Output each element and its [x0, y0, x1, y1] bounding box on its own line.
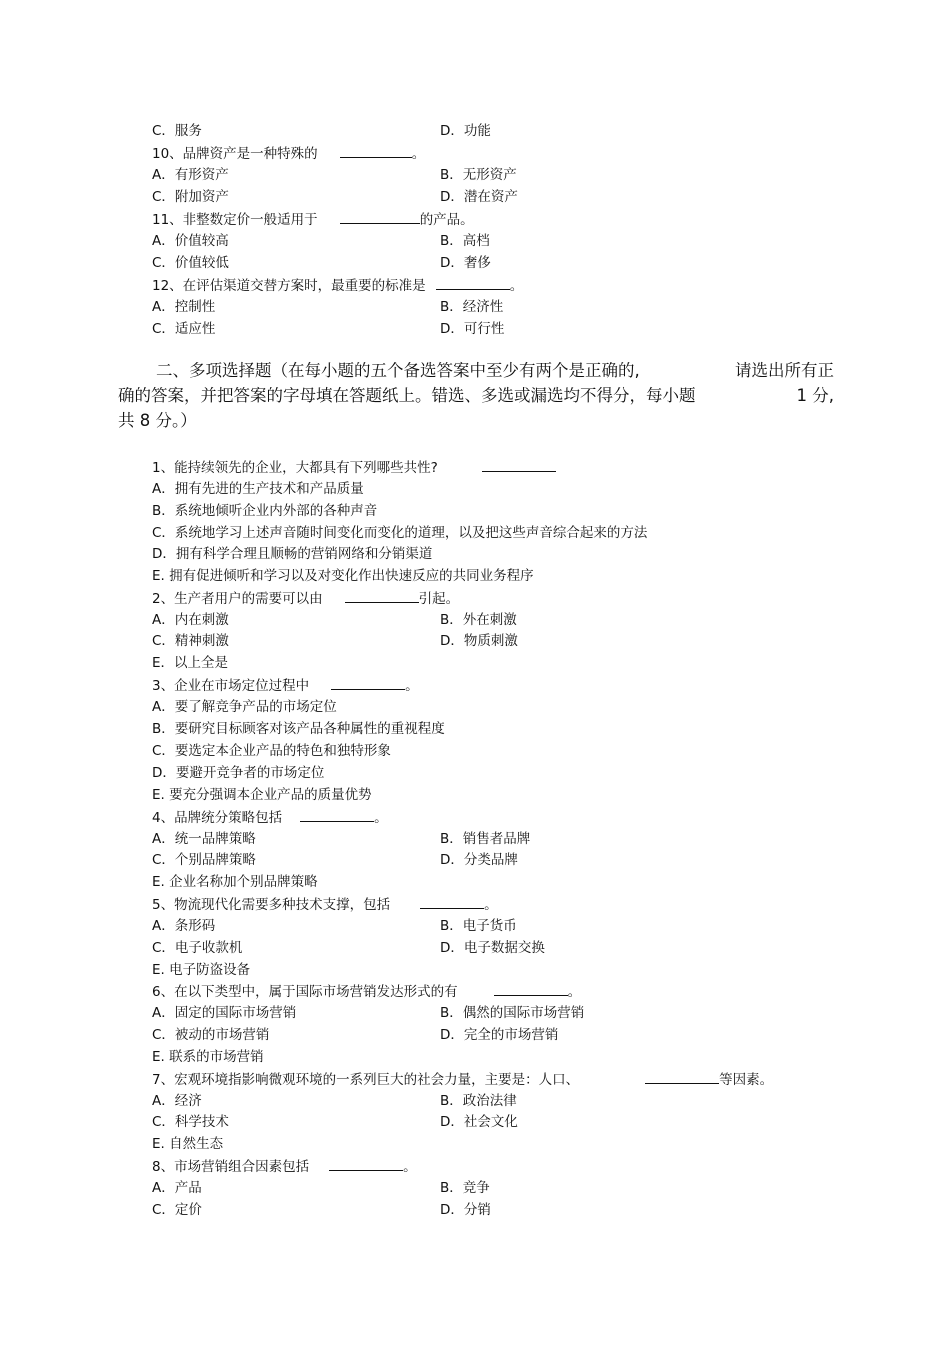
mq6-option-c: C．被动的市场营销	[152, 1027, 270, 1043]
mq6-option-d: D．完全的市场营销	[440, 1027, 559, 1043]
section2-heading-line1: 二、多项选择题（在每小题的五个备选答案中至少有两个是正确的, 请选出所有正	[156, 361, 834, 380]
mq1-option-b: B．系统地倾听企业内外部的各种声音	[152, 503, 378, 519]
mq1-stem: 1、能持续领先的企业，大都具有下列哪些共性?	[152, 458, 556, 477]
q12-stem: 12、在评估渠道交替方案时，最重要的标准是 。	[152, 278, 524, 294]
mq6-option-b: B．偶然的国际市场营销	[440, 1005, 585, 1021]
mq5-stem: 5、物流现代化需要多种技术支撑，包括 。	[152, 897, 498, 913]
mq4-stem: 4、品牌统分策略包括 。	[152, 810, 388, 826]
mq7-option-e: E. 自然生态	[152, 1136, 224, 1152]
answer-blank	[436, 276, 510, 290]
answer-blank	[340, 210, 420, 224]
answer-blank	[340, 144, 412, 158]
mq2-option-a: A．内在刺激	[152, 612, 229, 628]
mq2-option-e: E．以上全是	[152, 655, 229, 671]
mq1-option-c: C．系统地学习上述声音随时间变化而变化的道理，以及把这些声音综合起来的方法	[152, 525, 648, 541]
mq7-option-b: B．政治法律	[440, 1093, 517, 1109]
answer-blank	[331, 676, 405, 690]
answer-blank	[300, 808, 374, 822]
mq3-option-e: E. 要充分强调本企业产品的质量优势	[152, 787, 372, 803]
q10-option-b: B．无形资产	[440, 167, 517, 183]
mq4-option-b: B．销售者品牌	[440, 831, 531, 847]
section2-heading-line3: 共 8 分。）	[118, 411, 197, 430]
mq8-option-a: A．产品	[152, 1180, 202, 1196]
q9-option-c: C．服务	[152, 123, 202, 139]
mq2-option-d: D．物质刺激	[440, 633, 518, 649]
mq2-option-b: B．外在刺激	[440, 612, 517, 628]
section2-heading-line2: 确的答案，并把答案的字母填在答题纸上。错选、多选或漏选均不得分，每小题 1 分,	[118, 386, 834, 405]
q12-option-a: A．控制性	[152, 299, 216, 315]
mq4-option-a: A．统一品牌策略	[152, 831, 256, 847]
q11-option-b: B．高档	[440, 233, 490, 249]
q12-option-d: D．可行性	[440, 321, 505, 337]
mq7-option-d: D．社会文化	[440, 1114, 518, 1130]
mq5-option-c: C．电子收款机	[152, 940, 243, 956]
q12-option-b: B．经济性	[440, 299, 504, 315]
q10-option-c: C．附加资产	[152, 189, 229, 205]
mq3-option-d: D．要避开竞争者的市场定位	[152, 765, 325, 781]
mq2-option-c: C．精神刺激	[152, 633, 229, 649]
mq7-option-a: A．经济	[152, 1093, 202, 1109]
answer-blank	[420, 895, 484, 909]
mq4-option-c: C．个别品牌策略	[152, 852, 256, 868]
mq1-option-e: E. 拥有促进倾听和学习以及对变化作出快速反应的共同业务程序	[152, 568, 534, 584]
q10-option-d: D．潜在资产	[440, 189, 518, 205]
q11-stem: 11、非整数定价一般适用于 的产品。	[152, 212, 474, 228]
q11-option-c: C．价值较低	[152, 255, 229, 271]
answer-blank	[494, 982, 568, 996]
mq3-option-c: C．要选定本企业产品的特色和独特形象	[152, 743, 391, 759]
mq1-option-a: A．拥有先进的生产技术和产品质量	[152, 481, 364, 497]
answer-blank	[329, 1157, 403, 1171]
q10-stem: 10、品牌资产是一种特殊的 。	[152, 146, 426, 162]
mq3-option-a: A．要了解竞争产品的市场定位	[152, 699, 337, 715]
mq5-option-d: D．电子数据交换	[440, 940, 545, 956]
mq3-stem: 3、企业在市场定位过程中 。	[152, 678, 419, 694]
mq4-option-e: E. 企业名称加个别品牌策略	[152, 874, 318, 890]
mq2-stem: 2、生产者用户的需要可以由 引起。	[152, 591, 460, 607]
mq4-option-d: D．分类品牌	[440, 852, 518, 868]
q9-option-d: D．功能	[440, 123, 491, 139]
mq5-option-a: A．条形码	[152, 918, 216, 934]
mq8-stem: 8、市场营销组合因素包括 。	[152, 1159, 417, 1175]
mq8-option-c: C．定价	[152, 1202, 202, 1218]
mq5-option-e: E. 电子防盗设备	[152, 962, 251, 978]
mq8-option-b: B．竞争	[440, 1180, 490, 1196]
mq3-option-b: B．要研究目标顾客对该产品各种属性的重视程度	[152, 721, 445, 737]
mq7-option-c: C．科学技术	[152, 1114, 229, 1130]
answer-blank	[482, 458, 556, 472]
mq6-option-a: A．固定的国际市场营销	[152, 1005, 297, 1021]
answer-blank	[645, 1070, 719, 1084]
mq1-option-d: D．拥有科学合理且顺畅的营销网络和分销渠道	[152, 546, 433, 562]
mq5-option-b: B．电子货币	[440, 918, 517, 934]
mq6-stem: 6、在以下类型中，属于国际市场营销发达形式的有 。	[152, 984, 582, 1000]
mq7-stem: 7、宏观环境指影响微观环境的一系列巨大的社会力量，主要是：人口、 等因素。	[152, 1072, 774, 1088]
q10-option-a: A．有形资产	[152, 167, 229, 183]
q11-option-a: A．价值较高	[152, 233, 229, 249]
answer-blank	[345, 589, 419, 603]
mq6-option-e: E. 联系的市场营销	[152, 1049, 264, 1065]
q11-option-d: D．奢侈	[440, 255, 491, 271]
mq8-option-d: D．分销	[440, 1202, 491, 1218]
q12-option-c: C．适应性	[152, 321, 216, 337]
